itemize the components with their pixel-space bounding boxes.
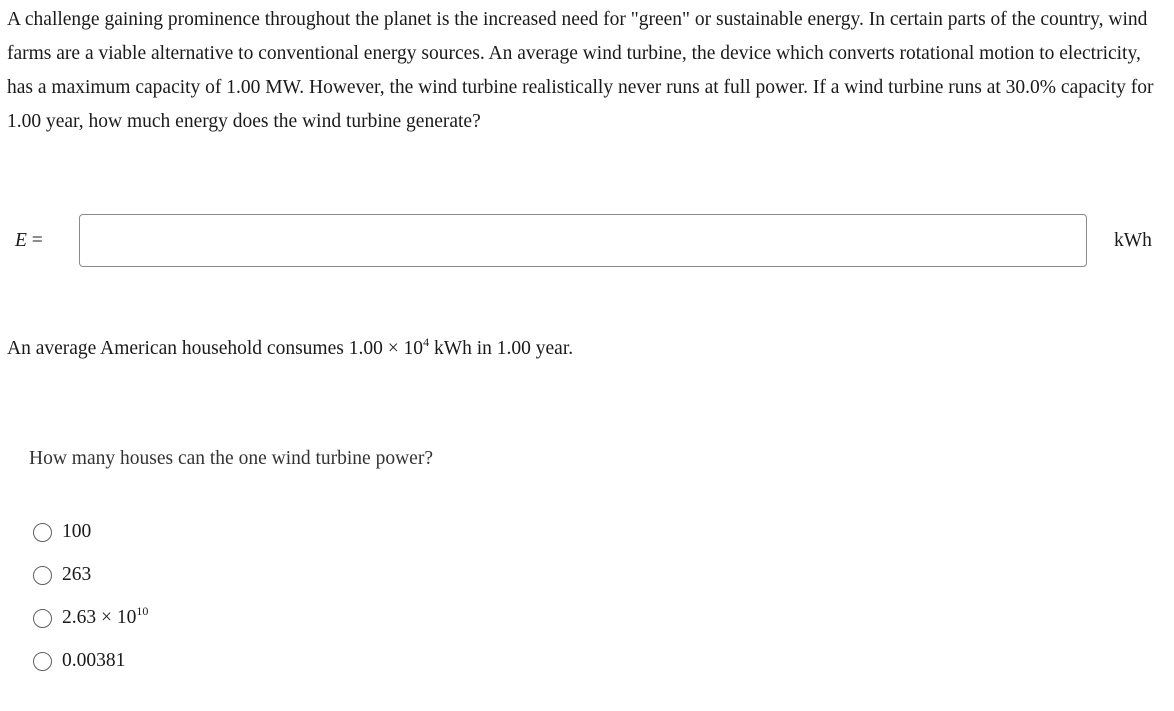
option-2.63e10[interactable] — [33, 605, 333, 631]
option-263[interactable] — [33, 562, 333, 588]
energy-unit-label: kWh — [1114, 230, 1152, 251]
household-consumption-text — [7, 336, 573, 362]
energy-variable-label — [15, 230, 43, 252]
energy-variable: E — [15, 230, 27, 251]
energy-answer-row — [0, 214, 1174, 268]
energy-answer-input[interactable] — [79, 214, 1087, 267]
multiple-choice-question — [29, 446, 433, 671]
radio-button[interactable] — [33, 609, 52, 628]
radio-button[interactable] — [33, 566, 52, 585]
option-label: $2.63 \times 10^{10}$ — [62, 604, 149, 628]
radio-button[interactable] — [33, 652, 52, 671]
household-exponent: 4 — [423, 335, 430, 349]
option-label: 263 — [62, 564, 92, 585]
radio-button[interactable] — [33, 523, 52, 542]
equals-sign: = — [31, 230, 43, 251]
option-exponent: 10 — [136, 604, 149, 618]
question-text: How many houses can the one wind turbine power? — [29, 448, 433, 469]
household-text-after: kWh in 1.00 year. — [429, 338, 574, 359]
problem-statement: A challenge gaining prominence throughout the planet is the increased need for "green" or sustainable energy. In certain parts of the country, wind farms are a viable alternative to conventional energy sources. An average wind turbine, the device which converts rotational motion to electricity, has a maximum capacity of 1.00 MW. However, the wind turbine realistically never runs at full power. If a wind turbine runs at 30.0% capacity for 1.00 year, how much energy does the wind turbine generate? — [7, 9, 1154, 132]
household-text-before: An average American household consumes 1.00 × 10 — [7, 338, 424, 359]
option-0.00381[interactable] — [33, 648, 333, 674]
option-100[interactable] — [33, 519, 333, 545]
option-label: 0.00381 — [62, 650, 126, 671]
option-label: 100 — [62, 521, 92, 542]
